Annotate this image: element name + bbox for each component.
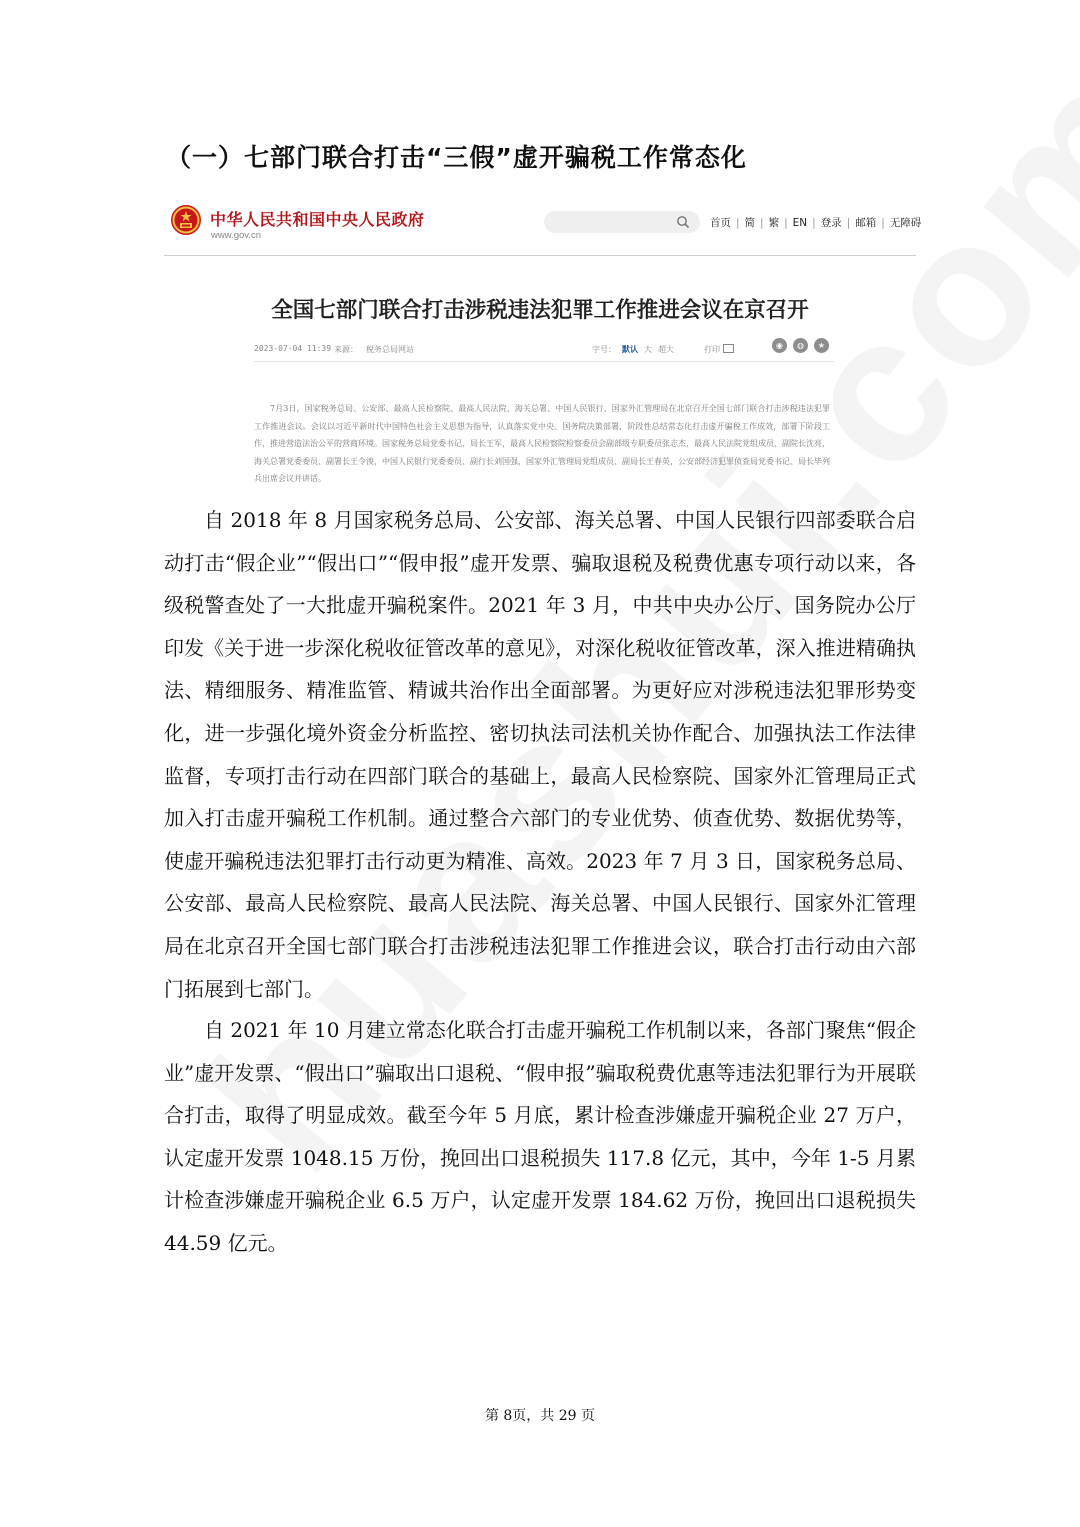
nav-traditional[interactable]: 繁: [768, 217, 780, 229]
nav-mail[interactable]: 邮箱: [855, 217, 877, 229]
top-nav: [710, 215, 921, 230]
body-paragraph-2: 自 2021 年 10 月建立常态化联合打击虚开骗税工作机制以来，各部门聚焦“假企业”虚开发票、“假出口”骗取出口退税、“假申报”骗取税费优惠等违法犯罪行为开展联合打击，取得了明显成效。截至今年 5 月底，累计检查涉嫌虚开骗税企业 27 万户，认定虚开发票 1048.15 万份，挽回出口退税损失 117.8 亿元，其中，今年 1-5 月累计检查涉嫌虚开骗税企业 6.5 万户，认定虚开发票 184.62 万份，挽回出口退税损失 44.59 亿元。: [164, 1018, 917, 1255]
nav-separator: |: [784, 216, 788, 229]
nav-separator: |: [760, 216, 764, 229]
share-icons: [772, 338, 829, 353]
nav-separator: |: [846, 216, 851, 229]
search-icon[interactable]: [676, 215, 690, 229]
font-size-label: 字号：: [592, 345, 616, 354]
nav-home[interactable]: 首页: [710, 217, 731, 229]
weibo-icon[interactable]: ◉: [772, 338, 787, 353]
article-title: 全国七部门联合打击涉税违法犯罪工作推进会议在京召开: [271, 298, 809, 323]
national-emblem-icon: [170, 204, 202, 236]
print-icon: [723, 344, 734, 353]
font-size-large[interactable]: 大: [644, 345, 652, 354]
font-size-control: [592, 344, 674, 355]
nav-simplified[interactable]: 简: [744, 217, 756, 229]
wechat-icon[interactable]: ◍: [793, 338, 808, 353]
article-source: 税务总局网站: [366, 345, 414, 354]
print-button[interactable]: [704, 344, 734, 355]
nav-separator: |: [881, 216, 885, 229]
nav-login[interactable]: 登录: [820, 217, 842, 229]
page-number: 第 8页，共 29 页: [484, 1408, 596, 1424]
embedded-screenshot: [164, 195, 922, 495]
article-meta: [254, 335, 834, 362]
font-size-default[interactable]: 默认: [622, 345, 638, 354]
print-label: 打印: [704, 345, 720, 354]
site-name: 中华人民共和国中央人民政府: [210, 210, 425, 229]
site-url: www.gov.cn: [211, 230, 261, 241]
publish-date: 2023-07-04 11:39: [254, 344, 332, 353]
body-paragraph-1: 自 2018 年 8 月国家税务总局、公安部、海关总署、中国人民银行四部委联合启动打击“假企业”“假出口”“假申报”虚开发票、骗取退税及税费优惠专项行动以来，各级税警查处了一大批虚开骗税案件。2021 年 3 月，中共中央办公厅、国务院办公厅印发《关于进一步深化税收征管改革的意见》，对深化税收征管改革，深入推进精确执法、精细服务、精准监管、精诚共治作出全面部署。为更好应对涉税违法犯罪形势变化，进一步强化境外资金分析监控、密切执法司法机关协作配合、加强执法工作法律监督，专项打击行动在四部门联合的基础上，最高人民检察院、国家外汇管理局正式加入打击虚开骗税工作机制。通过整合六部门的专业优势、侦查优势、数据优势等，使虚开骗税违法犯罪打击行动更为精准、高效。2023 年 7 月 3 日，国家税务总局、公安部、最高人民检察院、最高人民法院、海关总署、中国人民银行、国家外汇管理局在北京召开全国七部门联合打击涉税违法犯罪工作推进会议，联合打击行动由六部门拓展到七部门。: [164, 508, 916, 1001]
nav-accessibility[interactable]: 无障碍: [889, 217, 922, 229]
font-size-xlarge[interactable]: 超大: [658, 345, 674, 354]
nav-english[interactable]: EN: [792, 216, 808, 229]
section-heading: （一）七部门联合打击“三假”虚开骗税工作常态化: [166, 143, 747, 172]
gov-site-header: [164, 195, 922, 256]
nav-separator: |: [812, 216, 816, 229]
favorite-icon[interactable]: ★: [814, 338, 829, 353]
search-input[interactable]: [544, 211, 700, 233]
article-summary: 7月3日，国家税务总局、公安部、最高人民检察院、最高人民法院、海关总署、中国人民银行、国家外汇管理局在北京召开全国七部门联合打击涉税违法犯罪工作推进会议。会议以习近平新时代中国特色社会主义思想为指导，认真落实党中央、国务院决策部署，阶段性总结常态化打击虚开骗税工作成效，部署下阶段工作，推进营造法治公平的营商环境。国家税务总局党委书记、局长王军，最高人民检察院检察委员会副部级专职委员张志杰，最高人民法院党组成员、副院长沈亮，海关总署党委委员、副署长王令浚，中国人民银行党委委员、副行长刘国强，国家外汇管理局党组成员、副局长王春英，公安部经济犯罪侦查局党委书记、局长毕列兵出席会议并讲话。: [254, 404, 830, 484]
source-label: 来源：: [334, 345, 358, 354]
nav-separator: |: [736, 216, 740, 229]
